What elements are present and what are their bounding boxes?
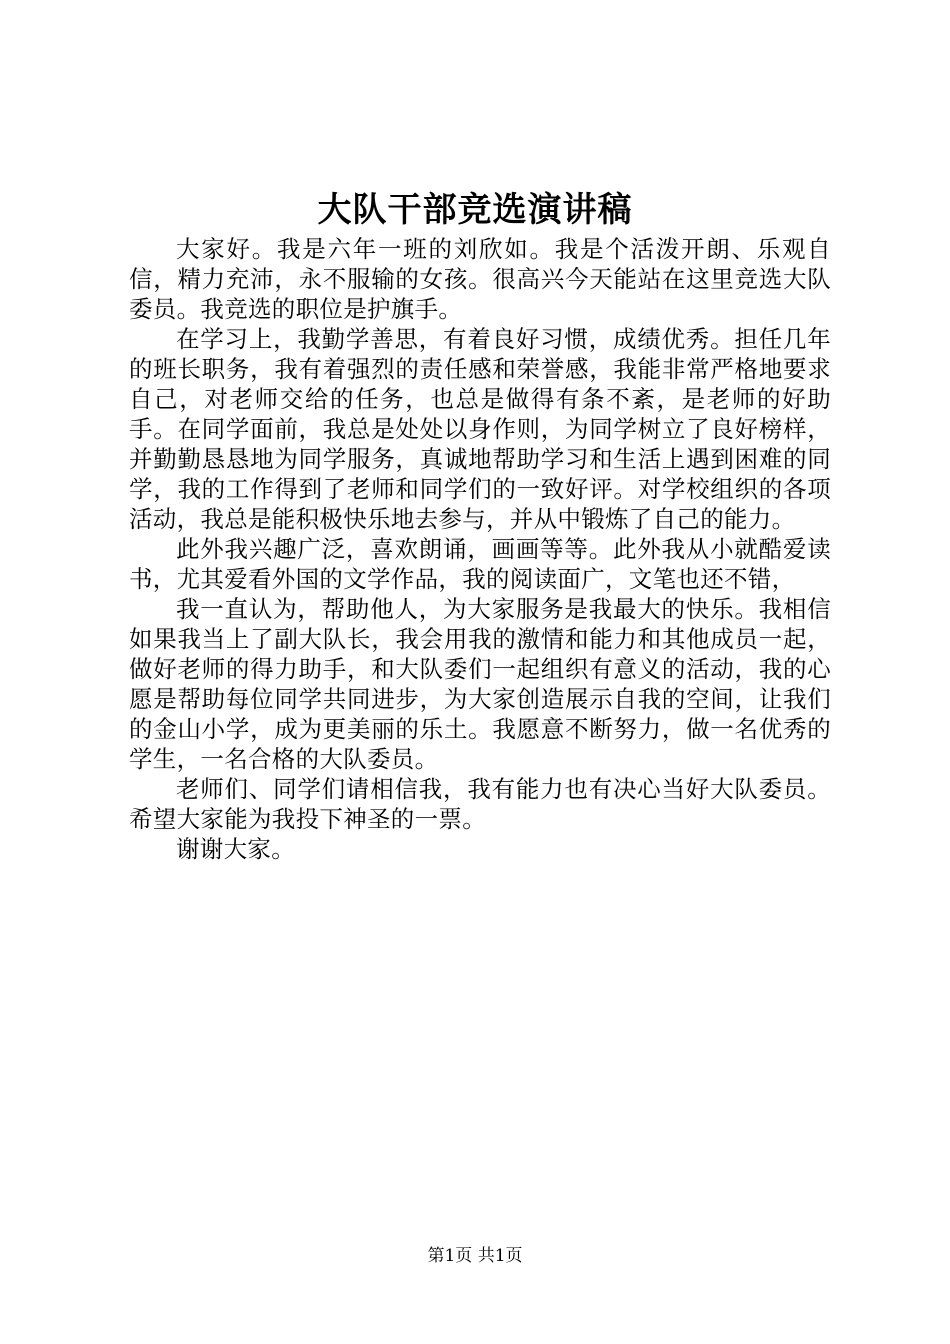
- document-title: 大队干部竞选演讲稿: [317, 190, 633, 230]
- paragraph-thanks: 谢谢大家。: [176, 835, 295, 863]
- paragraph-appeal: 老师们、同学们请相信我，我有能力也有决心当好大队委员。希望大家能为我投下神圣的一票。: [129, 775, 831, 833]
- paragraph-service: 我一直认为，帮助他人，为大家服务是我最大的快乐。我相信如果我当上了副大队长，我会用我的激情和能力和其他成员一起，做好老师的得力助手，和大队委们一起组织有意义的活动，我的心愿是帮助每位同学共同进步，为大家创造展示自我的空间，让我们的金山小学，成为更美丽的乐土。我愿意不断努力，做一名优秀的学生，一名合格的大队委员。: [129, 595, 831, 773]
- paragraph-interests: 此外我兴趣广泛，喜欢朗诵，画画等等。此外我从小就酷爱读书，尤其爱看外国的文学作品，我的阅读面广，文笔也还不错，: [129, 535, 831, 593]
- page-footer: 第1页 共1页: [427, 1246, 523, 1266]
- document-body: [129, 234, 831, 864]
- paragraph-study: 在学习上，我勤学善思，有着良好习惯，成绩优秀。担任几年的班长职务，我有着强烈的责任感和荣誉感，我能非常严格地要求自己，对老师交给的任务，也总是做得有条不紊，是老师的好助手。在同学面前，我总是处处以身作则，为同学树立了良好榜样，并勤勤恳恳地为同学服务，真诚地帮助学习和生活上遇到困难的同学，我的工作得到了老师和同学们的一致好评。对学校组织的各项活动，我总是能积极快乐地去参与，并从中锻炼了自己的能力。: [129, 325, 831, 533]
- paragraph-greeting: 大家好。我是六年一班的刘欣如。我是个活泼开朗、乐观自信，精力充沛，永不服输的女孩。很高兴今天能站在这里竞选大队委员。我竞选的职位是护旗手。: [129, 235, 831, 323]
